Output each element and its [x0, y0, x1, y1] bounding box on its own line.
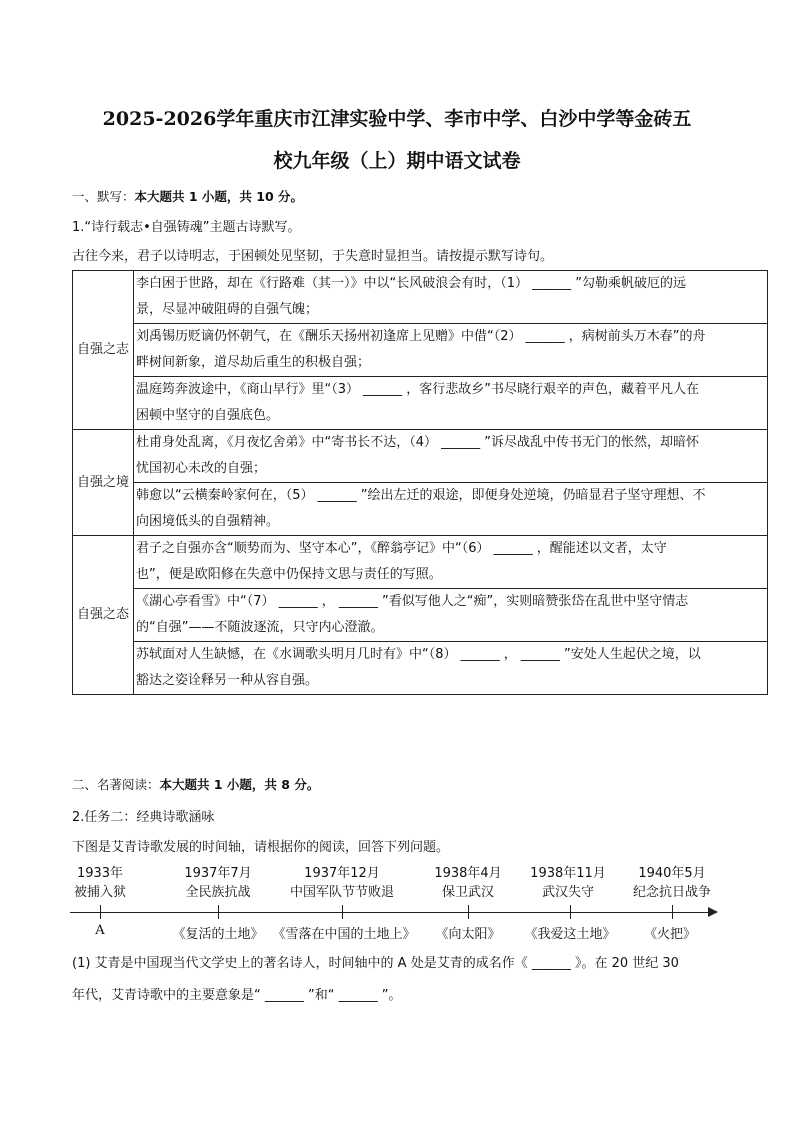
- event-label: 纪念抗日战争: [632, 885, 712, 900]
- timeline-poem: 《复活的土地》: [172, 927, 264, 942]
- row-line: 《湖心亭看雪》中“（7） ______ ， ______ ”看似写他人之“痴”，实则暗赞张岱在乱世中坚守情志: [136, 594, 689, 609]
- section1-heading: [72, 187, 303, 205]
- timeline-poem: 《火把》: [643, 927, 697, 942]
- event-label: 被捕入狱: [73, 885, 127, 900]
- table-row: [134, 589, 768, 642]
- category-cell: 自强之态: [73, 536, 134, 695]
- timeline-event: [530, 864, 606, 902]
- section1-label: 一、默写：: [72, 189, 135, 204]
- timeline-tick: [342, 905, 343, 919]
- table-row: [134, 377, 768, 430]
- row-line: 的“自强”——不随波逐流，只守内心澄澈。: [136, 620, 384, 635]
- table-row: [134, 271, 768, 324]
- row-line: 畔树间新象，道尽劫后重生的积极自强；: [136, 355, 371, 370]
- timeline-event: [290, 864, 394, 902]
- q1-heading: 1.“诗行载志•自强铸魂”主题古诗默写。: [72, 220, 301, 235]
- q2-heading: 2.任务二：经典诗歌涵咏: [72, 810, 215, 825]
- section2-desc: 本大题共 1 小题，共 8 分。: [159, 777, 320, 792]
- table-row: [134, 536, 768, 589]
- row-line: 忧国初心未改的自强；: [136, 461, 267, 476]
- event-date: 1937年7月: [184, 866, 252, 881]
- row-line: 豁达之姿诠释另一种从容自强。: [136, 673, 319, 688]
- section2-heading: [72, 775, 319, 793]
- timeline-tick: [672, 905, 673, 919]
- table-row: [134, 642, 768, 695]
- section1-desc: 本大题共 1 小题，共 10 分。: [134, 189, 304, 204]
- timeline-axis: [70, 912, 710, 913]
- row-line: 也”，便是欧阳修在失意中仍保持文思与责任的写照。: [136, 567, 442, 582]
- section2-label: 二、名著阅读：: [72, 777, 160, 792]
- q1-intro: 古往今来，君子以诗明志，于困顿处见坚韧，于失意时显担当。请按提示默写诗句。: [72, 249, 554, 264]
- timeline-poem: 《我爱这土地》: [524, 927, 616, 942]
- row-line: 刘禹锡历贬谪仍怀朝气，在《酬乐天扬州初逢席上见赠》中借“（2） ______ ，病树前头万木春”的舟: [136, 329, 706, 344]
- page-title-line1: 2025-2026学年重庆市江津实验中学、李市中学、白沙中学等金砖五: [102, 108, 692, 130]
- arrow-right-icon: [708, 907, 718, 917]
- table-row: [134, 483, 768, 536]
- row-line: 杜甫身处乱离，《月夜忆舍弟》中“寄书长不达，（4） ______ ”诉尽战乱中传书无门的怅然，却暗怀: [136, 435, 700, 450]
- timeline-event: [633, 864, 711, 902]
- event-label: 全民族抗战: [185, 885, 251, 900]
- row-line: 温庭筠奔波途中，《商山早行》里“（3） ______ ，客行悲故乡”书尽晓行艰辛的声色，藏着平凡人在: [136, 382, 700, 397]
- event-label: 武汉失守: [541, 885, 595, 900]
- event-date: 1938年11月: [530, 866, 606, 881]
- timeline-tick: [218, 905, 219, 919]
- q2-sub1-line1: (1) 艾青是中国现当代文学史上的著名诗人，时间轴中的 A 处是艾青的成名作《 ______ 》。在 20 世纪 30: [72, 956, 679, 971]
- row-line: 苏轼面对人生缺憾，在《水调歌头明月几时有》中“（8） ______ ， ______ ”安处人生起伏之境，以: [136, 647, 701, 662]
- page-title-line2: 校九年级（上）期中语文试卷: [273, 150, 521, 172]
- row-line: 李白困于世路，却在《行路难（其一）》中以“长风破浪会有时，（1） ______ ”勾勒乘帆破厄的远: [136, 276, 687, 291]
- timeline-tick: [100, 905, 101, 919]
- table-row: [134, 324, 768, 377]
- event-date: 1940年5月: [638, 866, 706, 881]
- event-date: 1937年12月: [304, 866, 380, 881]
- poetry-timeline: [70, 860, 730, 950]
- table-row: [134, 430, 768, 483]
- timeline-event: [434, 864, 501, 902]
- timeline-event: [184, 864, 251, 902]
- timeline-poem: 《雪落在中国的土地上》: [272, 927, 416, 942]
- category-cell: 自强之志: [73, 271, 134, 430]
- row-line: 景，尽显冲破阻碍的自强气魄；: [136, 302, 319, 317]
- q2-intro: 下图是艾青诗歌发展的时间轴，请根据你的阅读，回答下列问题。: [72, 840, 450, 855]
- timeline-poem: 《向太阳》: [435, 927, 501, 942]
- event-label: 保卫武汉: [441, 885, 495, 900]
- timeline-event: [74, 864, 126, 902]
- event-label: 中国军队节节败退: [289, 885, 395, 900]
- row-line: 韩愈以“云横秦岭家何在，（5） ______ ”绘出左迁的艰途，即便身处逆境，仍暗显君子坚守理想、不: [136, 488, 706, 503]
- dictation-table: [72, 270, 768, 695]
- timeline-tick: [570, 905, 571, 919]
- row-line: 君子之自强亦含“顺势而为、坚守本心”，《醉翁亭记》中“（6） ______ ，醒能述以文者，太守: [136, 541, 667, 556]
- event-date: 1938年4月: [434, 866, 502, 881]
- timeline-marker-a: A: [95, 923, 105, 938]
- timeline-tick: [468, 905, 469, 919]
- category-cell: 自强之境: [73, 430, 134, 536]
- q2-sub1-line2: 年代，艾青诗歌中的主要意象是“ ______ ”和“ ______ ”。: [72, 988, 402, 1003]
- event-date: 1933年: [76, 866, 124, 881]
- row-line: 向困境低头的自强精神。: [136, 514, 280, 529]
- row-line: 困顿中坚守的自强底色。: [136, 408, 280, 423]
